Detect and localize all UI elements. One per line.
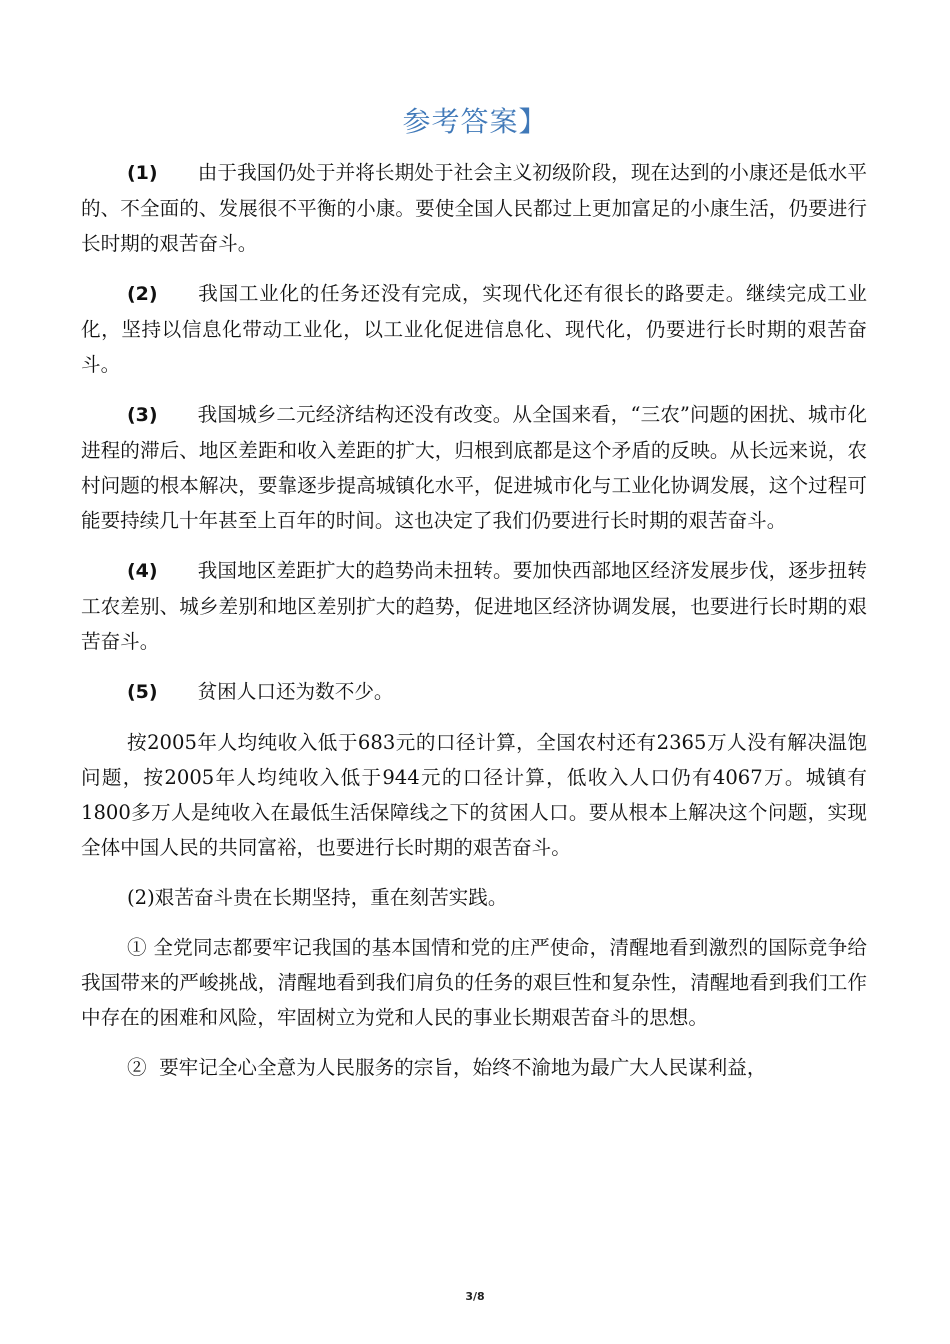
paragraph-text: 我国地区差距扩大的趋势尚未扭转。要加快西部地区经济发展步伐，逐步扭转工农差别、城乡差别和地区差别扩大的趋势，促进地区经济协调发展，也要进行长时期的艰苦奋斗。 (81, 559, 867, 653)
paragraph-6 (81, 725, 867, 865)
paragraph-2 (81, 276, 867, 382)
paragraph-9 (81, 1050, 867, 1085)
page-title: 参考答案】 (402, 105, 548, 138)
item-number: (2) (127, 283, 158, 305)
paragraph-3 (81, 397, 867, 538)
paragraph-text: 艰苦奋斗贵在长期坚持，重在刻苦实践。 (154, 886, 508, 909)
paragraph-4 (81, 553, 867, 659)
paragraph-text: 我国城乡二元经济结构还没有改变。从全国来看，“三农”问题的困扰、城市化进程的滞后、地区差距和收入差距的扩大，归根到底都是这个矛盾的反映。从长远来说，农村问题的根本解决，要靠逐步提高城镇化水平，促进城市化与工业化协调发展，这个过程可能要持续几十年甚至上百年的时间。这也决定了我们仍要进行长时期的艰苦奋斗。 (81, 403, 867, 532)
paragraph-5 (81, 674, 867, 710)
paragraph-text: 贫困人口还为数不少。 (197, 680, 394, 703)
paragraph-text: 全党同志都要牢记我国的基本国情和党的庄严使命，清醒地看到激烈的国际竞争给我国带来的严峻挑战，清醒地看到我们肩负的任务的艰巨性和复杂性，清醒地看到我们工作中存在的困难和风险，牢固树立为党和人民的事业长期艰苦奋斗的思想。 (81, 936, 868, 1029)
item-number: (4) (127, 560, 158, 582)
document-body (81, 155, 867, 1100)
page-number: 3/8 (465, 1290, 485, 1303)
paragraph-7 (81, 880, 867, 915)
paragraph-text: 我国工业化的任务还没有完成，实现代化还有很长的路要走。继续完成工业化，坚持以信息化带动工业化，以工业化促进信息化、现代化，仍要进行长时期的艰苦奋斗。 (81, 282, 867, 376)
item-number: (3) (127, 404, 158, 426)
item-number: (1) (127, 162, 158, 184)
item-number: (2) (127, 886, 155, 909)
item-number: ② (127, 1056, 147, 1079)
paragraph-text: 由于我国仍处于并将长期处于社会主义初级阶段，现在达到的小康还是低水平的、不全面的、发展很不平衡的小康。要使全国人民都过上更加富足的小康生活，仍要进行长时期的艰苦奋斗。 (81, 161, 867, 255)
paragraph-8 (81, 930, 867, 1035)
item-number: ① (127, 936, 147, 959)
paragraph-text: 按2005年人均纯收入低于683元的口径计算，全国农村还有2365万人没有解决温饱问题，按2005年人均纯收入低于944元的口径计算，低收入人口仍有4067万。城镇有1800多万人是纯收入在最低生活保障线之下的贫困人口。要从根本上解决这个问题，实现全体中国人民的共同富裕，也要进行长时期的艰苦奋斗。 (81, 731, 867, 859)
item-number: (5) (127, 681, 158, 703)
paragraph-1 (81, 155, 867, 261)
paragraph-text: 要牢记全心全意为人民服务的宗旨，始终不渝地为最广大人民谋利益， (159, 1056, 767, 1079)
